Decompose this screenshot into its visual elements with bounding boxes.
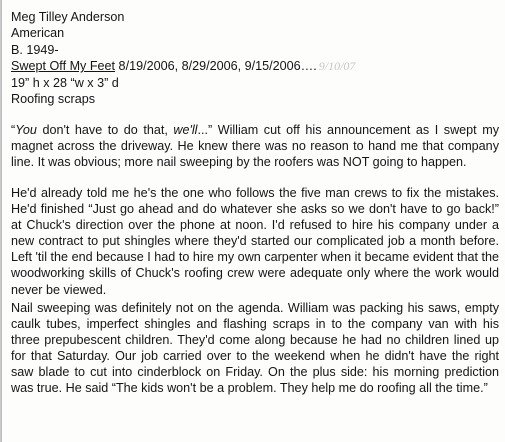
paragraph-1-rest: ...” William cut off his announcement as I swept my magnet across the driveway. He knew there was no reason to hand me that company line. It was obvious; more nail sweeping by the roofers was NOT going to happen. xyxy=(11,123,499,170)
artist-nationality: American xyxy=(11,26,65,41)
story-paragraph-1 xyxy=(11,122,499,170)
paragraph-1-middle: don't have to do that, xyxy=(36,123,174,137)
work-title-line xyxy=(11,58,355,74)
story-paragraph-2 xyxy=(11,185,499,298)
work-materials: Roofing scraps xyxy=(11,92,95,107)
scan-edge-line xyxy=(1,0,2,442)
artwork-header xyxy=(11,9,355,107)
artist-birth-year: B. 1949- xyxy=(11,42,59,57)
work-dates: 8/19/2006, 8/29/2006, 9/15/2006…. xyxy=(115,59,317,74)
paragraph-3-text: Nail sweeping was definitely not on the agenda. William was packing his saws, empty caulk tubes, imperfect shingles and flashing scraps in to the company van with his three prepubescent children. They'd come along because he had no children lined up for that Saturday. Our job carried over to the weekend when he didn't have the right saw blade to cut into cinderblock on Friday. On the plus side: his morning prediction was true. He said “The kids won't be a problem. They help me do roofing all the time.” xyxy=(11,301,499,396)
story-paragraph-3 xyxy=(11,300,499,397)
emphasis-you: You xyxy=(15,123,37,137)
work-dimensions: 19” h x 28 “w x 3” d xyxy=(11,75,119,90)
faint-handwritten-note: 9/10/07 xyxy=(318,59,356,74)
quote-open: “ xyxy=(11,123,16,137)
emphasis-well: we'll xyxy=(173,123,198,137)
artist-name: Meg Tilley Anderson xyxy=(11,10,125,24)
paragraph-2-text: He'd already told me he's the one who follows the five man crews to fix the mistakes. He'd finished “Just go ahead and do whatever she asks so we don't have to go back!” at Chuck's direction over the phone at noon. I'd refused to hire his company under a new contract to put shingles where they'd started our complicated job a month before. Left 'til the end because I had to hire my own carpenter when it became evident that the woodworking skills of Chuck's roofing crew were adequate only where the work would never be viewed. xyxy=(11,186,499,297)
work-title: Swept Off My Feet xyxy=(11,59,116,74)
